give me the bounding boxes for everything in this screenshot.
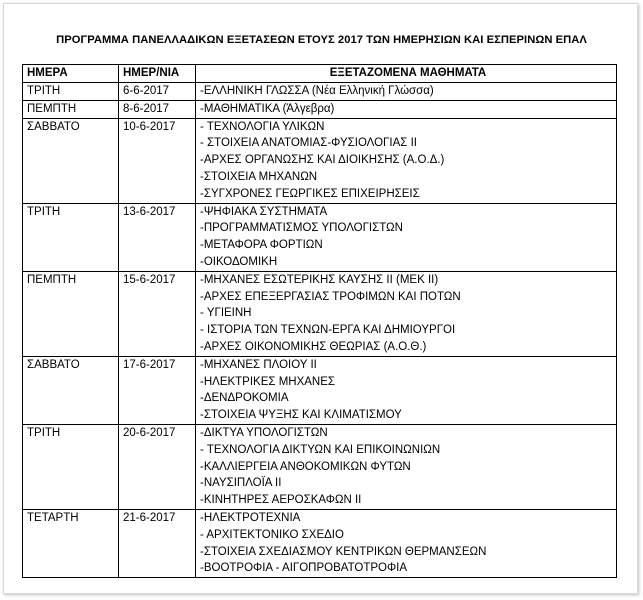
- subjects-cell: [196, 203, 617, 271]
- date-cell: [119, 203, 196, 271]
- date-text: 13-6-2017: [123, 205, 176, 218]
- subject-item: -ΜΗΧΑΝΕΣ ΠΛΟΙΟΥ ΙΙ: [200, 358, 317, 371]
- date-text: 10-6-2017: [123, 120, 176, 133]
- exam-schedule-table: [22, 64, 617, 578]
- day-text: ΣΑΒΒΑΤΟ: [27, 358, 80, 371]
- subject-item: - ΙΣΤΟΡΙΑ ΤΩΝ ΤΕΧΝΩΝ-ΕΡΓΑ ΚΑΙ ΔΗΜΙΟΥΡΓΟΙ: [200, 324, 456, 337]
- date-cell: [119, 271, 196, 356]
- day-cell: [23, 424, 119, 509]
- subjects-cell: [196, 509, 617, 577]
- day-text: ΤΡΙΤΗ: [27, 205, 61, 218]
- table-row: [23, 509, 617, 577]
- subject-item: -ΚΙΝΗΤΗΡΕΣ ΑΕΡΟΣΚΑΦΩΝ ΙΙ: [200, 494, 362, 507]
- subjects-cell: [196, 271, 617, 356]
- date-cell: [119, 424, 196, 509]
- date-text: 6-6-2017: [123, 85, 170, 97]
- subject-item: -ΑΡΧΕΣ ΕΠΕΞΕΡΓΑΣΙΑΣ ΤΡΟΦΙΜΩΝ ΚΑΙ ΠΟΤΩΝ: [200, 290, 461, 303]
- day-text: ΤΕΤΑΡΤΗ: [27, 511, 79, 524]
- subject-item: -ΣΤΟΙΧΕΙΑ ΜΗΧΑΝΩΝ: [200, 170, 318, 183]
- day-text: ΤΡΙΤΗ: [27, 426, 61, 439]
- date-text: 17-6-2017: [123, 358, 176, 371]
- subject-item: -ΔΕΝΔΡΟΚΟΜΙΑ: [200, 392, 289, 405]
- column-header-day: ΗΜΕΡΑ: [23, 65, 119, 83]
- table-row: [23, 203, 617, 271]
- subject-item: -ΣΤΟΙΧΕΙΑ ΣΧΕΔΙΑΣΜΟΥ ΚΕΝΤΡΙΚΩΝ ΘΕΡΜΑΝΣΕΩΝ: [200, 545, 487, 558]
- date-cell: [119, 83, 196, 101]
- subject-item: -ΚΑΛΛΙΕΡΓΕΙΑ ΑΝΘΟΚΟΜΙΚΩΝ ΦΥΤΩΝ: [200, 460, 411, 473]
- day-text: ΤΡΙΤΗ: [27, 85, 61, 97]
- day-text: ΠΕΜΠΤΗ: [27, 273, 77, 286]
- date-cell: [119, 356, 196, 424]
- subject-item: -ΗΛΕΚΤΡΟΤΕΧΝΙΑ: [200, 511, 301, 524]
- subject-item: -ΣΥΓΧΡΟΝΕΣ ΓΕΩΡΓΙΚΕΣ ΕΠΙΧΕΙΡΗΣΕΙΣ: [200, 187, 420, 200]
- day-cell: [23, 100, 119, 118]
- subject-item: -ΗΛΕΚΤΡΙΚΕΣ ΜΗΧΑΝΕΣ: [200, 375, 336, 388]
- subject-item: -ΜΗΧΑΝΕΣ ΕΣΩΤΕΡΙΚΗΣ ΚΑΥΣΗΣ ΙΙ (ΜΕΚ ΙΙ): [200, 273, 439, 286]
- subject-item: -ΝΑΥΣΙΠΛΟΪΑ ΙΙ: [200, 477, 282, 490]
- subjects-cell: [196, 100, 617, 118]
- table-body: [23, 83, 617, 578]
- day-text: ΠΕΜΠΤΗ: [27, 102, 77, 115]
- day-cell: [23, 118, 119, 203]
- subject-item: -ΠΡΟΓΡΑΜΜΑΤΙΣΜΟΣ ΥΠΟΛΟΓΙΣΤΩΝ: [200, 222, 403, 235]
- table-row: [23, 356, 617, 424]
- subject-item: -ΒΟΟΤΡΟΦΙΑ - ΑΙΓΟΠΡΟΒΑΤΟΤΡΟΦΙΑ: [200, 562, 408, 575]
- column-header-subjects: ΕΞΕΤΑΖΟΜΕΝΑ ΜΑΘΗΜΑΤΑ: [196, 65, 617, 83]
- column-header-date: ΗΜΕΡ/ΝΙΑ: [119, 65, 196, 83]
- subject-item: - ΥΓΙΕΙΝΗ: [200, 307, 252, 320]
- date-cell: [119, 509, 196, 577]
- subject-item: -ΨΗΦΙΑΚΑ ΣΥΣΤΗΜΑΤΑ: [200, 205, 328, 218]
- subject-item: -ΕΛΛΗΝΙΚΗ ΓΛΩΣΣΑ (Νέα Ελληνική Γλώσσα): [200, 85, 434, 97]
- table-row: [23, 424, 617, 509]
- table-header-row: [23, 65, 617, 83]
- table-row: [23, 271, 617, 356]
- subjects-cell: [196, 356, 617, 424]
- table-row: [23, 100, 617, 118]
- subjects-cell: [196, 118, 617, 203]
- subject-item: -ΣΤΟΙΧΕΙΑ ΨΥΞΗΣ ΚΑΙ ΚΛΙΜΑΤΙΣΜΟΥ: [200, 409, 402, 422]
- subject-item: - ΣΤΟΙΧΕΙΑ ΑΝΑΤΟΜΙΑΣ-ΦΥΣΙΟΛΟΓΙΑΣ ΙΙ: [200, 137, 417, 150]
- day-cell: [23, 509, 119, 577]
- subject-item: -ΟΙΚΟΔΟΜΙΚΗ: [200, 255, 278, 268]
- date-text: 21-6-2017: [123, 511, 176, 524]
- day-cell: [23, 271, 119, 356]
- date-text: 15-6-2017: [123, 273, 176, 286]
- subject-item: -ΜΕΤΑΦΟΡΑ ΦΟΡΤΙΩΝ: [200, 239, 323, 252]
- document-title: ΠΡΟΓΡΑΜΜΑ ΠΑΝΕΛΛΑΔΙΚΩΝ ΕΞΕΤΑΣΕΩΝ ΕΤΟΥΣ 2017 ΤΩΝ ΗΜΕΡΗΣΙΩΝ ΚΑΙ ΕΣΠΕΡΙΝΩΝ ΕΠΑΛ: [56, 34, 587, 46]
- subject-item: - ΤΕΧΝΟΛΟΓΙΑ ΥΛΙΚΩΝ: [200, 120, 325, 133]
- date-cell: [119, 100, 196, 118]
- day-text: ΣΑΒΒΑΤΟ: [27, 120, 80, 133]
- subjects-cell: [196, 83, 617, 101]
- date-text: 8-6-2017: [123, 102, 170, 115]
- day-cell: [23, 83, 119, 101]
- subject-item: - ΤΕΧΝΟΛΟΓΙΑ ΔΙΚΤΥΩΝ ΚΑΙ ΕΠΙΚΟΙΝΩΝΙΩΝ: [200, 443, 441, 456]
- subject-item: -ΑΡΧΕΣ ΟΙΚΟΝΟΜΙΚΗΣ ΘΕΩΡΙΑΣ (Α.Ο.Θ.): [200, 340, 427, 353]
- subjects-cell: [196, 424, 617, 509]
- day-cell: [23, 203, 119, 271]
- date-cell: [119, 118, 196, 203]
- subject-item: - ΑΡΧΙΤΕΚΤΟΝΙΚΟ ΣΧΕΔΙΟ: [200, 528, 344, 541]
- subject-item: -ΜΑΘΗΜΑΤΙΚΑ (Άλγεβρα): [200, 102, 335, 115]
- table-row: [23, 118, 617, 203]
- date-text: 20-6-2017: [123, 426, 176, 439]
- day-cell: [23, 356, 119, 424]
- table-row: [23, 83, 617, 101]
- subject-item: -ΔΙΚΤΥΑ ΥΠΟΛΟΓΙΣΤΩΝ: [200, 426, 328, 439]
- subject-item: -ΑΡΧΕΣ ΟΡΓΑΝΩΣΗΣ ΚΑΙ ΔΙΟΙΚΗΣΗΣ (Α.Ο.Δ.): [200, 154, 445, 167]
